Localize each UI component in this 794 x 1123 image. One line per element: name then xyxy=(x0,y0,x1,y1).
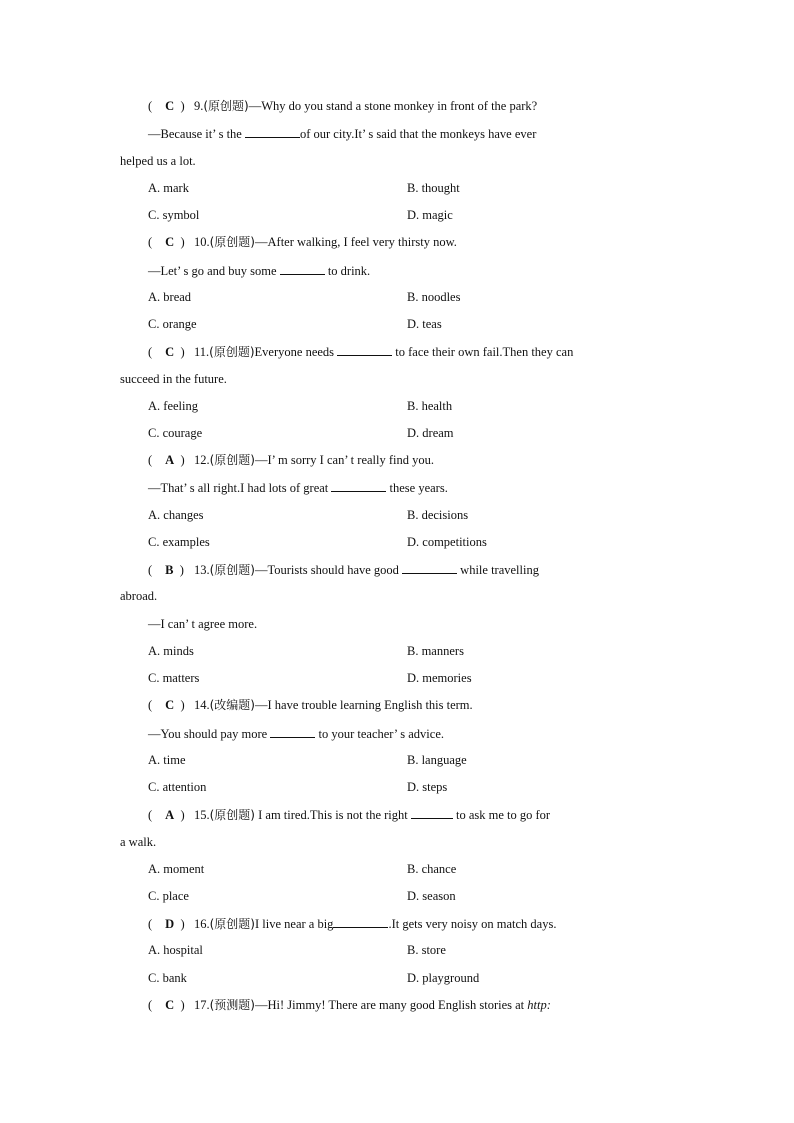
option-c: C. symbol xyxy=(148,208,200,222)
question-17-stem: ( C ) 17.(预测题)—Hi! Jimmy! There are many good English stories at http: xyxy=(148,998,551,1012)
question-14-reply: —You should pay more to your teacher’ s advice. xyxy=(148,727,445,741)
answer-paren: ( C ) xyxy=(148,235,185,249)
answer-blank xyxy=(411,806,453,819)
option-b: B. decisions xyxy=(407,508,469,522)
question-11-stem: ( C ) 11.(原创题)Everyone needs to face their own fail.Then they can xyxy=(148,345,574,359)
option-b: B. chance xyxy=(407,862,457,876)
answer-blank xyxy=(331,479,386,492)
option-b: B. store xyxy=(407,943,446,957)
question-9-reply: —Because it’ s the of our city.It’ s said that the monkeys have ever xyxy=(148,127,537,141)
option-a: A. moment xyxy=(148,862,205,876)
answer-blank xyxy=(402,561,457,574)
answer-blank xyxy=(280,262,325,275)
option-d: D. competitions xyxy=(407,535,487,549)
option-c: C. courage xyxy=(148,426,203,440)
option-b: B. language xyxy=(407,753,467,767)
option-a: A. feeling xyxy=(148,399,198,413)
question-14-stem: ( C ) 14.(改编题)—I have trouble learning English this term. xyxy=(148,698,473,712)
answer-paren: ( C ) xyxy=(148,99,185,113)
answer-paren: ( A ) xyxy=(148,453,185,467)
option-d: D. steps xyxy=(407,780,448,794)
question-10-reply: —Let’ s go and buy some to drink. xyxy=(148,264,371,278)
question-10-stem: ( C ) 10.(原创题)—After walking, I feel very thirsty now. xyxy=(148,235,457,249)
option-d: D. dream xyxy=(407,426,454,440)
question-15-stem: ( A ) 15.(原创题) I am tired.This is not the right to ask me to go for xyxy=(148,808,551,822)
option-a: A. time xyxy=(148,753,186,767)
option-c: C. orange xyxy=(148,317,197,331)
answer-blank xyxy=(337,343,392,356)
option-b: B. health xyxy=(407,399,453,413)
url-text: http: xyxy=(527,998,551,1012)
question-16-stem: ( D ) 16.(原创题)I live near a big .It gets very noisy on match days. xyxy=(148,917,557,931)
answer-paren: ( A ) xyxy=(148,808,185,822)
option-a: A. changes xyxy=(148,508,204,522)
question-12-stem: ( A ) 12.(原创题)—I’ m sorry I can’ t really find you. xyxy=(148,453,434,467)
answer-blank xyxy=(245,125,300,138)
option-a: A. mark xyxy=(148,181,189,195)
option-d: D. season xyxy=(407,889,456,903)
option-d: D. playground xyxy=(407,971,480,985)
option-a: A. minds xyxy=(148,644,194,658)
option-c: C. bank xyxy=(148,971,187,985)
answer-paren: ( C ) xyxy=(148,998,185,1012)
question-13-stem: ( B ) 13.(原创题)—Tourists should have good while travelling xyxy=(148,563,539,577)
option-b: B. manners xyxy=(407,644,464,658)
question-13-reply: —I can’ t agree more. xyxy=(148,617,258,631)
question-9-stem: ( C ) 9.(原创题)—Why do you stand a stone monkey in front of the park? xyxy=(148,99,538,113)
answer-blank xyxy=(333,915,388,928)
question-9-continuation: helped us a lot. xyxy=(120,154,196,168)
option-b: B. noodles xyxy=(407,290,461,304)
question-12-reply: —That’ s all right.I had lots of great these years. xyxy=(148,481,448,495)
answer-paren: ( D ) xyxy=(148,917,185,931)
option-a: A. hospital xyxy=(148,943,203,957)
option-d: D. teas xyxy=(407,317,442,331)
question-13-continuation: abroad. xyxy=(120,589,158,603)
answer-paren: ( C ) xyxy=(148,345,185,359)
option-c: C. examples xyxy=(148,535,210,549)
answer-blank xyxy=(270,725,315,738)
question-15-continuation: a walk. xyxy=(120,835,157,849)
option-d: D. memories xyxy=(407,671,472,685)
option-c: C. matters xyxy=(148,671,200,685)
option-d: D. magic xyxy=(407,208,453,222)
option-a: A. bread xyxy=(148,290,192,304)
answer-paren: ( B ) xyxy=(148,563,184,577)
option-c: C. attention xyxy=(148,780,207,794)
option-b: B. thought xyxy=(407,181,460,195)
question-11-continuation: succeed in the future. xyxy=(120,372,227,386)
option-c: C. place xyxy=(148,889,189,903)
answer-paren: ( C ) xyxy=(148,698,185,712)
